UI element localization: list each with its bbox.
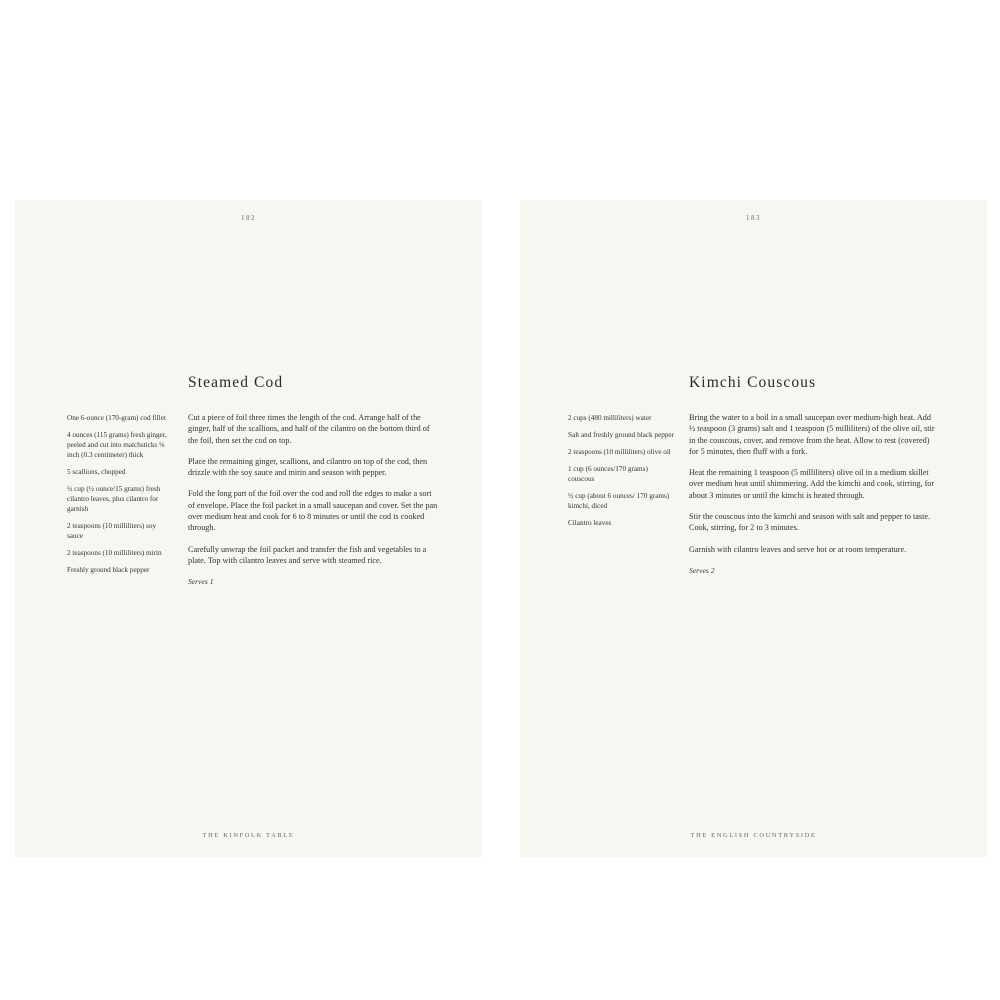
ingredient-item: 2 teaspoons (10 milliliters) mirin [67,549,162,557]
method-step: Carefully unwrap the foil packet and transfer the fish and vegetables to a plate. Top with cilantro leaves and serve with steamed rice. [188,544,427,565]
ingredient-item: 1 cup (6 ounces/170 grams) couscous [568,465,648,483]
method-step: Place the remaining ginger, scallions, and cilantro on top of the cod, then drizzle with the soy sauce and mirin and season with pepper. [188,456,428,478]
ingredient-item: Freshly ground black pepper [67,566,150,574]
ingredient-item: Cilantro leaves [568,519,612,527]
page-number: 182 [241,214,256,222]
right-page [520,200,987,857]
ingredient-item: Salt and freshly ground black pepper [568,431,674,439]
method-step: Garnish with cilantro leaves and serve hot or at room temperature. [689,544,907,554]
method-text [188,412,438,598]
serves-note: Serves 2 [689,565,715,575]
ingredient-item: 2 cups (480 milliliters) water [568,414,652,422]
recipe-title: Kimchi Couscous [689,374,817,391]
running-footer: THE KINFOLK TABLE [202,832,295,839]
ingredient-item: 5 scallions, chopped [67,468,126,476]
method-step: Cut a piece of foil three times the length of the cod. Arrange half of the ginger, half of the scallions, and half of the cilantro on the bottom third of the foil, then set the cod on top. [188,413,430,445]
ingredient-item: ½ cup (½ ounce/15 grams) fresh cilantro leaves, plus cilantro for garnish [67,485,161,513]
method-step: Heat the remaining 1 teaspoon (5 milliliters) olive oil in a medium skillet over medium heat until shimmering. Add the kimchi and cook, stirring, for about 3 minutes or until the kimchi is heated through. [689,468,935,500]
ingredient-item: 2 teaspoons (10 milliliters) olive oil [568,448,671,456]
ingredient-item: ½ cup (about 6 ounces/ 170 grams) kimchi, diced [568,492,670,510]
ingredient-item: 2 teaspoons (10 milliliters) soy sauce [67,522,157,540]
page-number: 183 [746,214,761,222]
ingredient-list [568,413,674,535]
serves-note: Serves 1 [188,577,214,587]
method-step: Bring the water to a boil in a small saucepan over medium-high heat. Add ½ teaspoon (3 grams) salt and 1 teaspoon (5 milliliters) of the olive oil, stir in the couscous, cover, and remove from the heat. Allow to rest (covered) for 5 minutes, then fluff with a fork. [689,413,935,456]
ingredient-item: One 6-ounce (170-gram) cod fillet [67,414,166,422]
left-page [15,200,482,857]
ingredient-list [67,413,173,582]
method-step: Stir the couscous into the kimchi and season with salt and pepper to taste. Cook, stirring, for 2 to 3 minutes. [689,512,931,533]
method-text [689,412,939,586]
recipe-title: Steamed Cod [188,374,284,391]
ingredient-item: 4 ounces (115 grams) fresh ginger, peeled and cut into matchsticks ⅛ inch (0.3 centimeter) thick [67,431,167,459]
method-step: Fold the long part of the foil over the cod and roll the edges to make a sort of envelope. Place the foil packet in a small saucepan and cover. Set the pan over medium heat and cook for 6 to 8 minutes or until the cod is cooked through. [188,489,438,533]
running-footer: THE ENGLISH COUNTRYSIDE [690,832,817,839]
